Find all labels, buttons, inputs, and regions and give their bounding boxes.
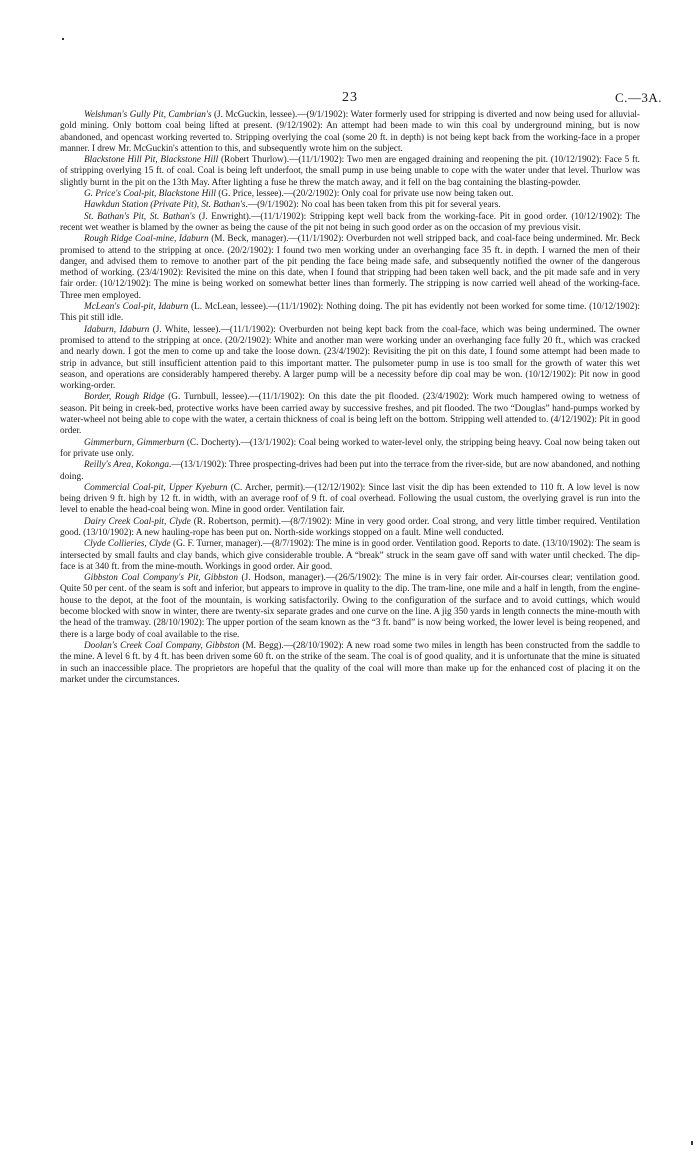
entry-paragraph <box>60 483 640 517</box>
entry-text: (G. Turnbull, lessee).—(11/1/1902): On this date the pit flooded. (23/4/1902): Work much hampered owing to wetness of season. Pit being in creek-bed, protective works have been carried away by successive freshes, and pit flooded. The two “Douglas” hand-pumps worked by water-wheel not being able to cope with the water, a certain thickness of coal is being left on the bottom. Stripping well attended to. (4/12/1902): Pit in good order. <box>60 392 640 437</box>
entry-text: (C. Archer, permit).—(12/12/1902): Since last visit the dip has been extended to 110 ft. A low level is now being driven 9 ft. high by 12 ft. in width, with an average roof of 9 ft. of coal overhead. Following the usual custom, the overlying gravel is run into the level to enable the head-coal being won. Mine in good order. Ventilation fair. <box>60 482 640 516</box>
entry-text: (M. Begg).—(28/10/1902): A new road some two miles in length has been constructed from the saddle to the mine. A level 6 ft. by 4 ft. has been driven some 60 ft. on the strike of the seam. The coal is of good quality, and it is unfortunate that the mine is situated in such an inaccessible place. The proprietors are hopeful that the quality of the coal will more than make up for the enhanced cost of placing it on the market under the circumstances. <box>60 640 641 685</box>
entry-text: (J. Enwright).—(11/1/1902): Stripping kept well back from the working-face. Pit in good order. (10/12/1902): The recent wet weather is blamed by the owner as being the cause of the pit not being in such good order as on the occasion of my previous visit. <box>60 211 640 233</box>
entry-paragraph <box>60 212 640 235</box>
entry-text: (G. Price, lessee).—(20/2/1902): Only coal for private use now being taken out. <box>215 189 514 200</box>
entry-paragraph <box>60 302 640 325</box>
entry-name: Gimmerburn, Gimmerburn <box>84 437 185 448</box>
entry-text: (J. Hodson, manager).—(26/5/1902): The mine is in very fair order. Air-courses clear; ventilation good. Quite 50 per cent. of the seam is soft and inferior, but appears to improve in quality to the dip. The tram-line, one mile and a half in length, from the engine-house to the depot, at the foot of the mountain, is working satisfactorily. Owing to the configuration of the surface and to avoid cuttings, which would become blocked with snow in winter, there are twenty-six separate grades and one curve on the line. A jig 350 yards in length connects the mine-mouth with the head of the tramway. (28/10/1902): The upper portion of the seam known as the “3 ft. band” is now being worked, the lower level is being reopened, and there is a large body of coal available to the rise. <box>60 573 640 640</box>
entry-name: G. Price's Coal-pit, Blackstone Hill <box>84 189 216 200</box>
entry-name: Blackstone Hill Pit, Blackstone Hill <box>84 155 219 166</box>
entry-text: (L. McLean, lessee).—(11/1/1902): Nothing doing. The pit has evidently not been worked for some time. (10/12/1902): This pit still idle. <box>60 302 640 324</box>
entry-paragraph <box>60 641 640 686</box>
entry-text: (G. F. Turner, manager).—(8/7/1902): The mine is in good order. Ventilation good. Reports to date. (13/10/1902): The seam is intersected by small faults and clay bands, which give considerable trouble. A “break” struck in the seam gave off sand with water until checked. The dip-face is at 340 ft. from the mine-mouth. Workings in good order. Air good. <box>60 539 641 572</box>
document-reference: C.—3A. <box>614 90 662 105</box>
entry-paragraph <box>60 438 640 461</box>
entry-text: (J. White, lessee).—(11/1/1902): Overburden not being kept back from the coal-face, which was being undermined. The owner promised to attend to the stripping at once. (20/2/1902): White and another man were working under an overhanging face fully 20 ft., which was cracked and nearly down. I got the men to come up and take the loose down. (23/4/1902): Revisiting the pit on this date, I found some attempt had been made to strip in advance, but still insufficient attention paid to this important matter. The pulsometer pump in use is too small for the growth of water this wet season, and operations are considerably hampered thereby. A larger pump will be a necessity before dip coal may be won. (10/12/1902): Pit now in good working-order. <box>60 324 640 392</box>
entry-name: Doolan's Creek Coal Company, Gibbston <box>84 640 240 651</box>
entry-name: St. Bathan's Pit, St. Bathan's <box>84 211 196 222</box>
scan-speck <box>62 38 64 40</box>
entry-text: (M. Beck, manager).—(11/1/1902): Overburden not well stripped back, and coal-face being undermined. Mr. Beck promised to attend to the stripping at once. (20/2/1902): I found two men working under an overhanging face 35 ft. in depth. I warned the men of their danger, and advised them to remove to another part of the pit pending the face being made safe, and subsequently notified the owner of the dangerous method of working. (23/4/1902): Revisited the mine on this date, when I found that stripping had been taken well back, and the pit made safe and in very fair order. (10/12/1902): The mine is being worked on somewhat better lines than formerly. The stripping is now carried well ahead of the working-face. Three men employed. <box>60 234 640 301</box>
entry-paragraph <box>60 392 640 437</box>
report-body <box>60 110 640 686</box>
entry-text: (Robert Thurlow).—(11/1/1902): Two men are engaged draining and reopening the pit. (10/12/1902): Face 5 ft. of stripping overlying 15 ft. of coal. Coal is being left underfoot, the small pump in use being unable to cope with the water under that level. Thurlow was slightly burnt in the pit on the 13th May. After lighting a fuse he threw the match away, and it fell on the bag containing the blasting-powder. <box>60 155 640 188</box>
entry-paragraph <box>60 573 640 641</box>
entry-name: Reilly's Area, Kokonga <box>84 460 169 471</box>
entry-paragraph <box>60 110 640 155</box>
entry-text: .—(9/1/1902): No coal has been taken from this pit for several years. <box>245 200 501 211</box>
entry-text: (C. Docherty).—(13/1/1902): Coal being worked to water-level only, the stripping being heavy. Coal now being taken out for private use only. <box>60 437 640 459</box>
entry-name: McLean's Coal-pit, Idaburn <box>84 302 189 313</box>
scan-speck <box>691 1141 693 1145</box>
entry-paragraph <box>60 200 640 211</box>
entry-name: Border, Rough Ridge <box>84 392 165 403</box>
entry-paragraph <box>60 189 640 200</box>
page-number: 23 <box>342 90 358 105</box>
entry-paragraph <box>60 460 640 483</box>
entry-text: .—(13/1/1902): Three prospecting-drives had been put into the terrace from the river-side, but are now abandoned, and nothing doing. <box>60 460 640 482</box>
entry-name: Gibbston Coal Company's Pit, Gibbston <box>84 573 239 584</box>
entry-name: Clyde Collieries, Clyde <box>84 539 171 550</box>
entry-paragraph <box>60 539 640 573</box>
entry-paragraph <box>60 234 640 302</box>
entry-paragraph <box>60 517 640 540</box>
entry-name: Dairy Creek Coal-pit, Clyde <box>84 516 191 527</box>
entry-paragraph <box>60 325 640 393</box>
entry-name: Welshman's Gully Pit, Cambrian's <box>84 110 212 120</box>
entry-name: Commercial Coal-pit, Upper Kyeburn <box>84 482 228 493</box>
entry-name: Idaburn, Idaburn <box>84 324 150 335</box>
entry-text: (J. McGuckin, lessee).—(9/1/1902): Water formerly used for stripping is diverted and now being used for alluvial-gold mining. Only bottom coal being lifted at present. (9/12/1902): An attempt had been made to win this coal by underground mining, but is now abandoned, and opencast working reverted to. Stripping overlying the coal (some 20 ft. in depth) is not being kept back from the working-face in a proper manner. I drew Mr. McGuckin's attention to this, and subsequently wrote him on the subject. <box>60 110 640 154</box>
entry-name: Hawkdun Station (Private Pit), St. Bathan's <box>84 200 246 211</box>
entry-text: (R. Robertson, permit).—(8/7/1902): Mine in very good order. Coal strong, and very little timber required. Ventilation good. (13/10/1902): A new hauling-rope has been put on. North-side workings stopped on a fault. Mine well conducted. <box>60 516 640 538</box>
entry-name: Rough Ridge Coal-mine, Idaburn <box>84 234 209 245</box>
entry-paragraph <box>60 155 640 189</box>
